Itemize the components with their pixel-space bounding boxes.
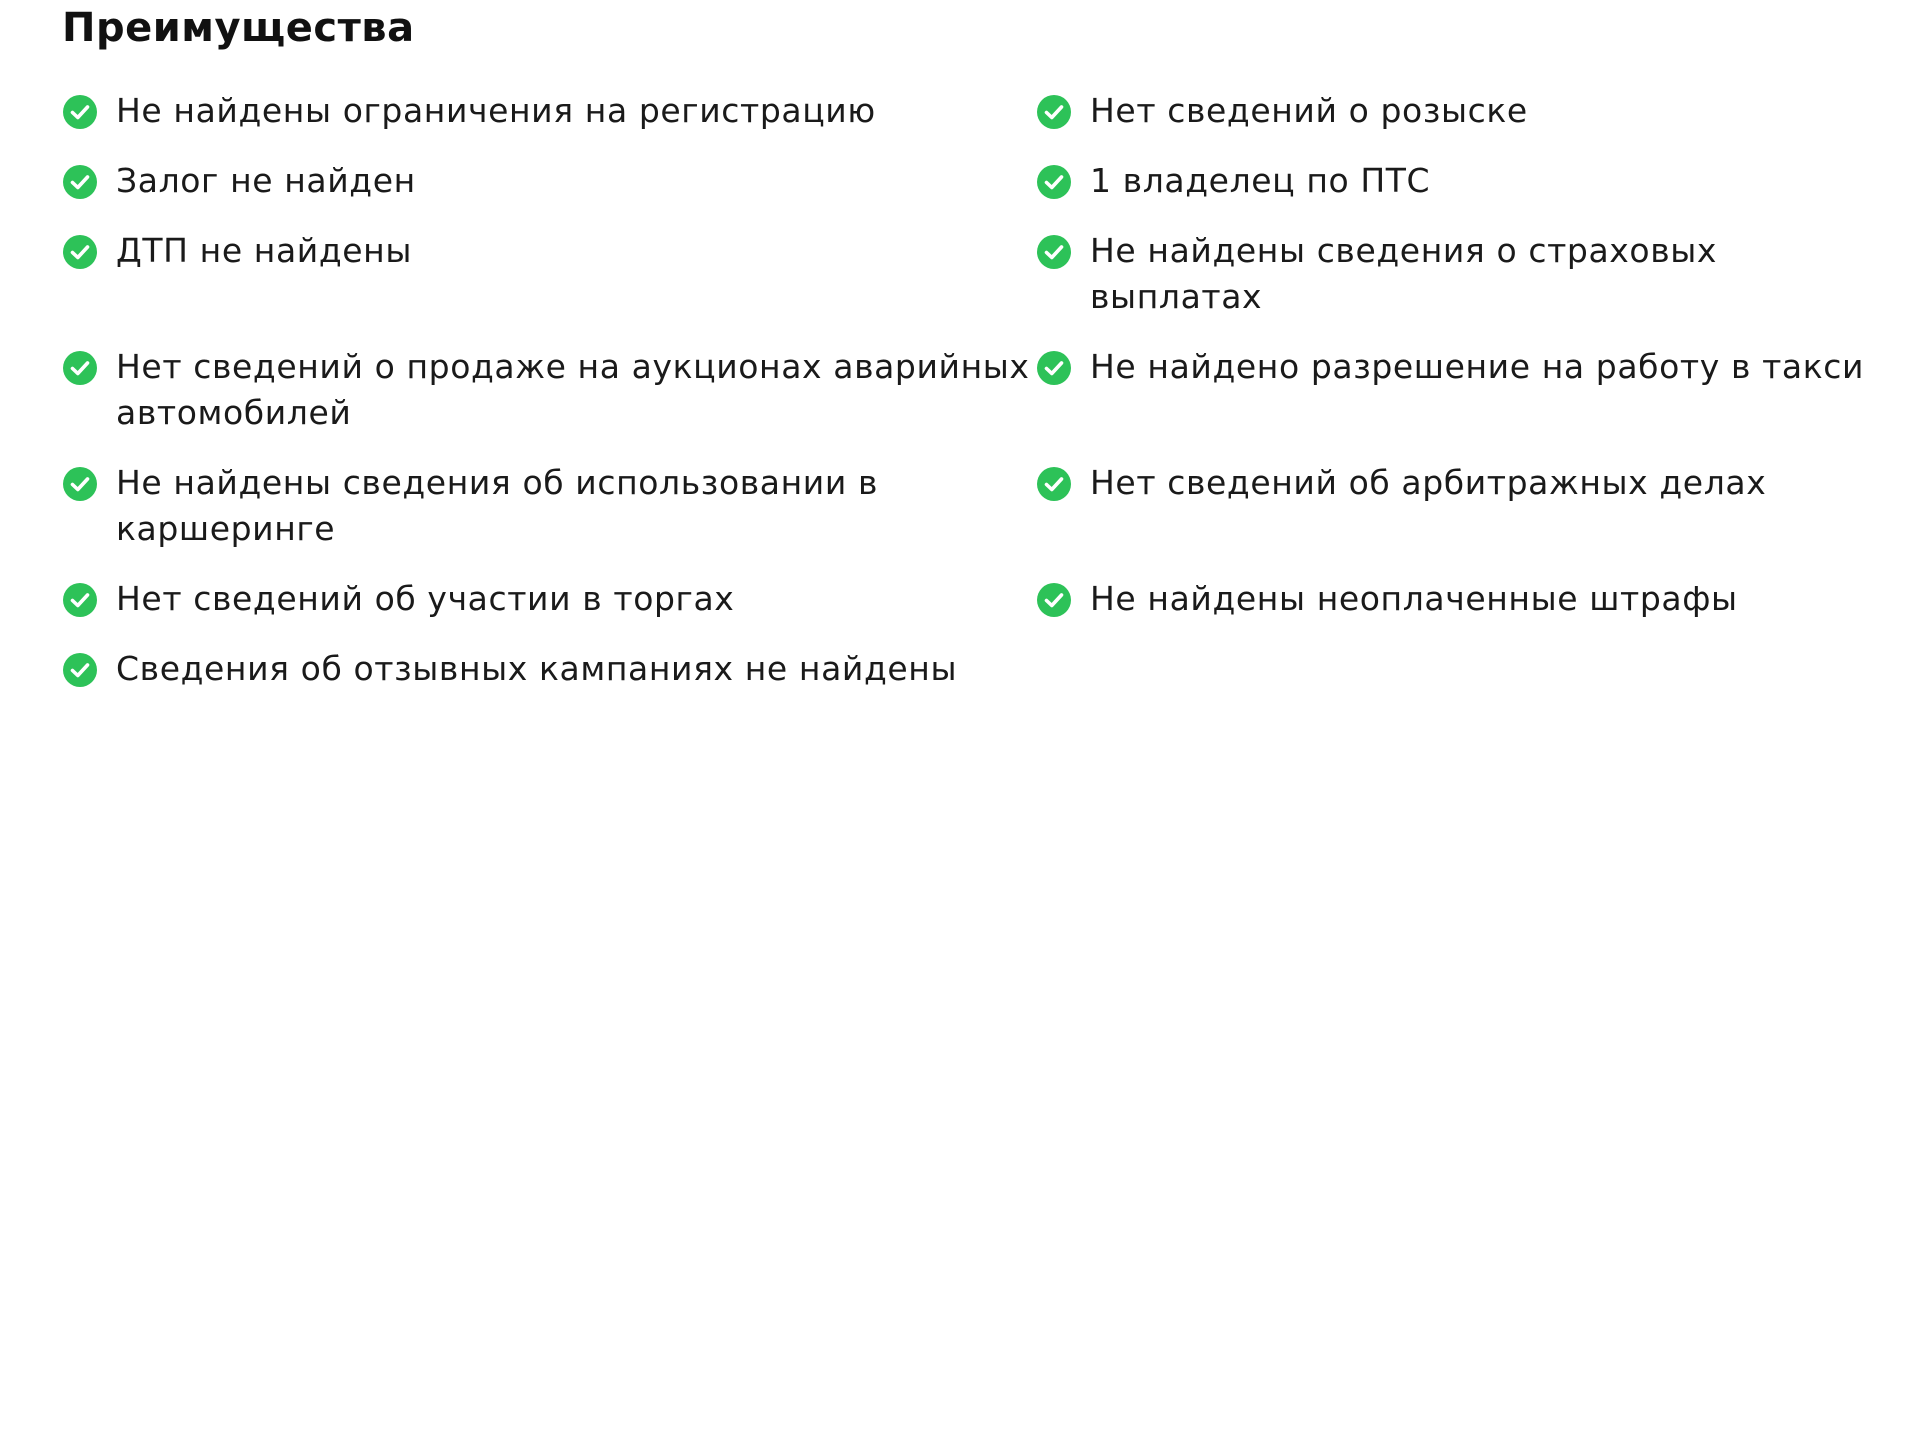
check-circle-icon [62, 94, 98, 130]
advantage-label: Залог не найден [116, 161, 416, 200]
advantage-item [62, 344, 1036, 436]
section-title: Преимущества [62, 5, 415, 51]
advantage-item [1036, 88, 1892, 134]
advantage-label: 1 владелец по ПТС [1090, 161, 1431, 200]
advantage-label: Нет сведений о продаже на аукционах аварийных автомобилей [116, 347, 1030, 432]
advantage-item [62, 576, 1036, 622]
check-circle-icon [62, 466, 98, 502]
advantage-label: Нет сведений об участии в торгах [116, 579, 735, 618]
check-circle-icon [62, 234, 98, 270]
advantage-label: Сведения об отзывных кампаниях не найдены [116, 649, 958, 688]
advantages-section [62, 0, 1892, 692]
check-circle-icon [62, 652, 98, 688]
advantage-label: Не найдены неоплаченные штрафы [1090, 579, 1738, 618]
advantages-grid [62, 88, 1892, 692]
advantage-item [1036, 228, 1892, 320]
advantage-item [1036, 460, 1892, 552]
check-circle-icon [62, 350, 98, 386]
check-circle-icon [1036, 164, 1072, 200]
advantage-item [62, 88, 1036, 134]
check-circle-icon [1036, 466, 1072, 502]
advantage-item [62, 460, 1036, 552]
advantage-label: Нет сведений об арбитражных делах [1090, 463, 1767, 502]
advantage-item [1036, 158, 1892, 204]
advantage-item [1036, 576, 1892, 622]
advantage-label: Не найдено разрешение на работу в такси [1090, 347, 1865, 386]
advantage-item [1036, 344, 1892, 436]
advantage-label: Не найдены сведения о страховых выплатах [1090, 231, 1718, 316]
advantage-item [62, 158, 1036, 204]
advantage-item [62, 646, 1036, 692]
check-circle-icon [62, 164, 98, 200]
advantage-label: Нет сведений о розыске [1090, 91, 1528, 130]
check-circle-icon [1036, 582, 1072, 618]
advantage-item [62, 228, 1036, 320]
advantage-label: ДТП не найдены [116, 231, 413, 270]
advantage-label: Не найдены ограничения на регистрацию [116, 91, 876, 130]
check-circle-icon [1036, 234, 1072, 270]
check-circle-icon [1036, 94, 1072, 130]
check-circle-icon [1036, 350, 1072, 386]
check-circle-icon [62, 582, 98, 618]
advantage-label: Не найдены сведения об использовании в каршеринге [116, 463, 879, 548]
